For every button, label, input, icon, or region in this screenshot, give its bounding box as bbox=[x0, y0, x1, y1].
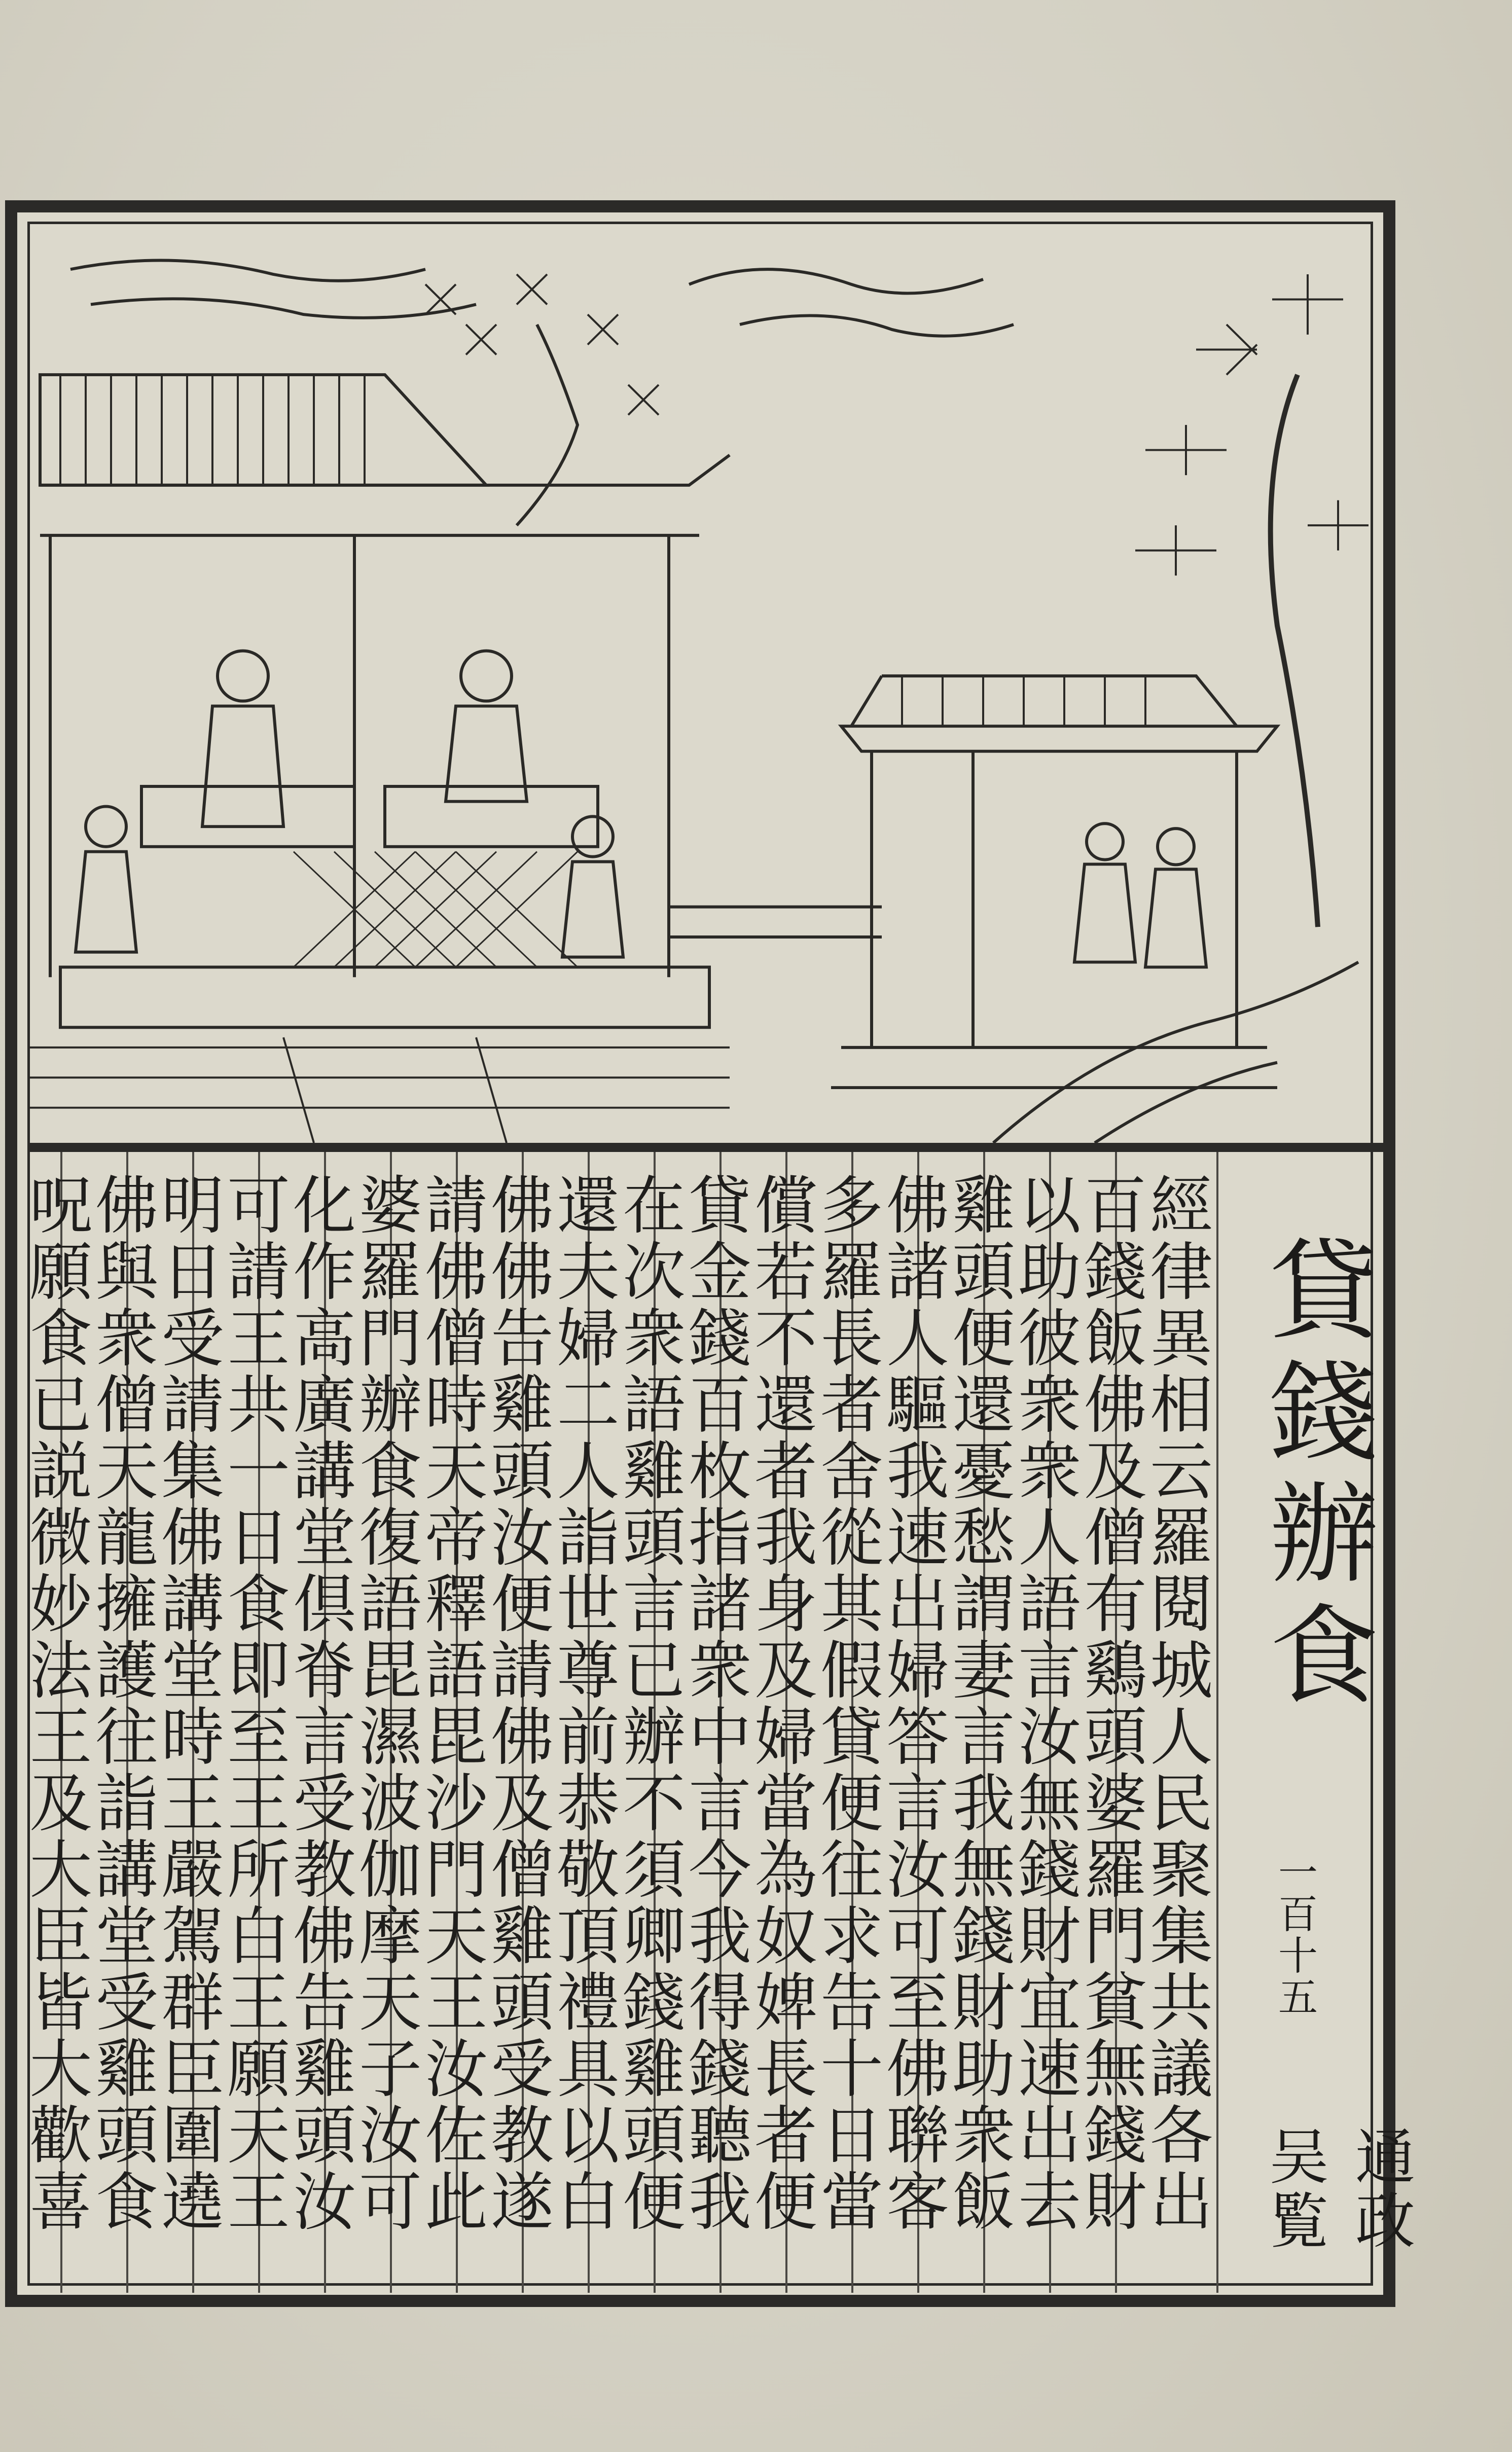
text-column: 經律異相云羅閱城人民聚集共議各出 bbox=[1139, 1172, 1212, 2235]
text-column: 佛佛告雞頭汝便請佛及僧雞頭受教遂 bbox=[480, 1172, 553, 2235]
text-column: 佛與衆僧天龍擁護往詣講堂受雞頭食 bbox=[85, 1172, 158, 2235]
text-column: 還夫婦二人詣世尊前恭敬頂禮具以白 bbox=[546, 1172, 619, 2235]
text-column: 可請王共一日食即至王所白王願天王 bbox=[217, 1172, 290, 2235]
text-column: 化作高廣講堂倶脊言受教佛告雞頭汝 bbox=[282, 1172, 355, 2235]
frame-inner-border bbox=[19, 222, 1415, 2286]
text-column: 償若不還者我身及婦當為奴婢長者便 bbox=[744, 1172, 817, 2235]
text-column: 在次衆語雞頭言已辦不須卿錢雞頭便 bbox=[612, 1172, 685, 2235]
print-frame bbox=[5, 200, 1415, 2307]
text-column: 多羅長者舍從其假貸便往求告十日當 bbox=[810, 1172, 883, 2235]
author-credit: 通政吴覧 bbox=[1259, 2125, 1415, 2253]
text-column: 婆羅門辦食復語毘濕波伽摩天子汝可 bbox=[348, 1172, 421, 2235]
text-column: 呪願食已説微妙法王及大臣皆大歡喜 bbox=[19, 1172, 92, 2235]
text-column: 雞頭便還憂愁謂妻言我無錢財助衆飯 bbox=[942, 1172, 1015, 2235]
title-column bbox=[1227, 1152, 1415, 2288]
text-panel bbox=[19, 1152, 1415, 2308]
text-column: 明日受請集佛講堂時王嚴駕群臣圍遶 bbox=[151, 1172, 224, 2235]
woodblock-illustration bbox=[30, 224, 1395, 1152]
text-column: 貸金錢百枚指諸衆中言今我得錢聽我 bbox=[678, 1172, 751, 2235]
text-column: 百錢飯佛及僧有鷄頭婆羅門貧無錢財 bbox=[1073, 1172, 1146, 2235]
text-column: 佛諸人驅我速出婦答言汝可至佛聨客 bbox=[876, 1172, 949, 2235]
text-column: 請佛僧時天帝釋語毘沙門天王汝佐此 bbox=[414, 1172, 487, 2235]
text-column: 以助彼衆衆人語言汝無錢財宜速出去 bbox=[1007, 1172, 1081, 2235]
page-number: 一百十五 bbox=[1272, 1852, 1317, 2018]
page-title: 貸錢辦食 bbox=[1251, 1233, 1379, 1720]
